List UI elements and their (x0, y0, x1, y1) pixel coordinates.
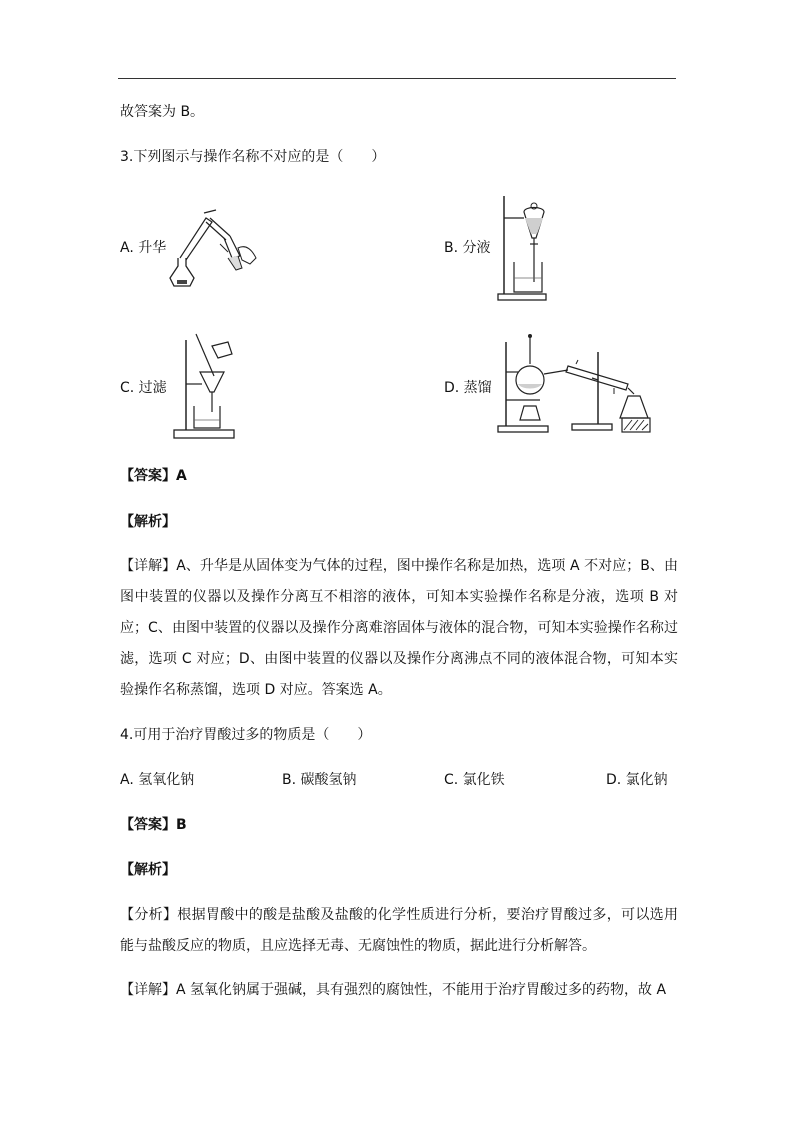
q3-option-d-label: D. 蒸馏 (444, 380, 492, 396)
distillation-apparatus-figure (496, 332, 656, 436)
q4-analysis-title: 【解析】 (120, 862, 176, 878)
q3-analysis-title: 【解析】 (120, 514, 176, 530)
question-4-stem: 4.可用于治疗胃酸过多的物质是（ ） (120, 727, 372, 743)
separatory-funnel-figure (496, 192, 556, 302)
q4-option-b: B. 碳酸氢钠 (282, 772, 357, 788)
q4-detail: 【详解】A 氢氧化钠属于强碱，具有强烈的腐蚀性，不能用于治疗胃酸过多的药物，故 A (120, 982, 667, 998)
previous-answer-line: 故答案为 B。 (120, 104, 205, 120)
sublimation-apparatus-figure (166, 208, 258, 290)
q4-analysis: 【分析】根据胃酸中的酸是盐酸及盐酸的化学性质进行分析，要治疗胃酸过多，可以选用能与盐酸反应的物质，且应选择无毒、无腐蚀性的物质，据此进行分析解答。 (120, 907, 678, 954)
question-3-stem: 3.下列图示与操作名称不对应的是（ ） (120, 149, 386, 165)
q4-option-c: C. 氯化铁 (444, 772, 505, 788)
q3-option-c-label: C. 过滤 (120, 380, 167, 396)
q4-option-d: D. 氯化钠 (606, 772, 668, 788)
q3-answer: 【答案】A (120, 468, 187, 484)
q4-answer: 【答案】B (120, 817, 187, 833)
q3-option-a-label: A. 升华 (120, 240, 167, 256)
q3-detail: 【详解】A、升华是从固体变为气体的过程，图中操作名称是加热，选项 A 不对应；B、由图中装置的仪器以及操作分离互不相溶的液体，可知本实验操作名称是分液，选项 B 对应；C、由图中装置的仪器以及操作分离难溶固体与液体的混合物，可知本实验操作名称过滤，选项 C 对应；D、由图中装置的仪器以及操作分离沸点不同的液体混合物，可知本实验操作名称蒸馏，选项 D 对应。答案选 A。 (120, 558, 678, 698)
header-rule (118, 78, 676, 79)
filtration-apparatus-figure (172, 332, 238, 442)
q4-option-a: A. 氢氧化钠 (120, 772, 195, 788)
q3-option-b-label: B. 分液 (444, 240, 491, 256)
